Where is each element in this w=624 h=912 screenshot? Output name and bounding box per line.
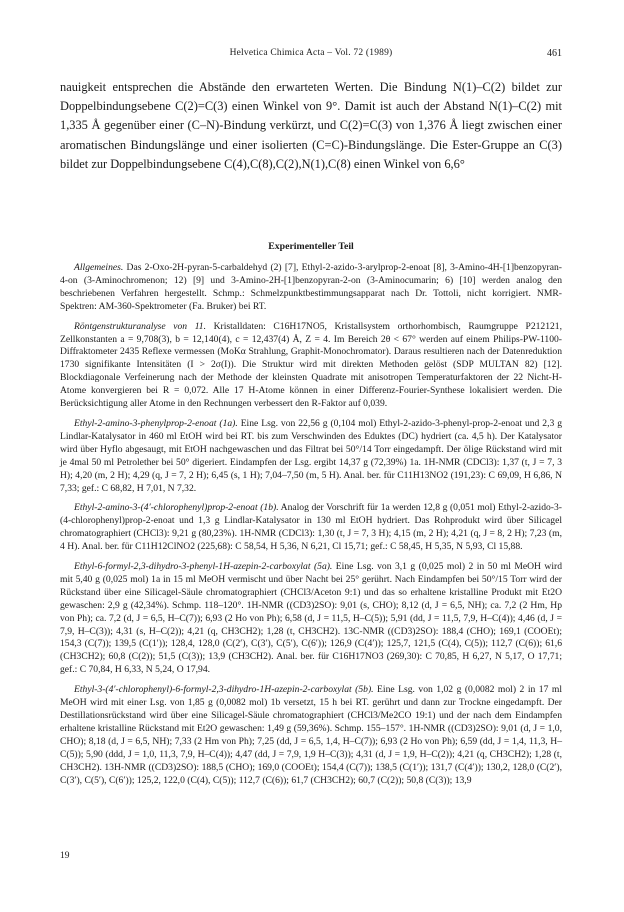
paragraph-text: Eine Lsg. von 3,1 g (0,025 mol) 2 in 50 ml MeOH wird mit 5,40 g (0,025 mol) 1a in 15 ml MeOH vermischt und über Nacht bei 25° gerührt. Nach Eindampfen bei 50°/15 Torr wird der Rückstand über eine Silicagel-Säule chromatographiert (CHCl3/Aceton 9:1) und das so erhaltene kristalline Produkt mit Et2O gewaschen: 2,9 g (42,34%). Schmp. 118–120°. 1H-NMR ((CD3)2SO): 9,01 (s, CHO); 8,12 (d, J = 6,5, NH); ca. 7,2 (2 Hm, Hp von Ph); ca. 7,2 (d, J = 6,5, H–C(7)); 6,93 (2 Ho von Ph); 6,58 (d, J = 11,5, H–C(5)); 5,91 (dd, J = 11,5, 7,9, H–C(4)); 4,46 (d, J = 7,9, H–C(3)); 4,31 (s, H–C(2)); 4,21 (q, CH3CH2); 1,28 (t, CH3CH2). 13C-NMR ((CD3)2SO): 188,4 (CHO); 169,1 (COOEt); 154,3 (C(7)); 139,5 (C(1′)); 128,4, 128,0 (C(2′), C(3′), C(5′), C(6′)); 126,9 (C(4′)); 125,7, 121,5 (C(4), C(5)); 112,7 (C(6)); 61,6 (CH3CH2); 60,8 (C(2)); 51,5 (C(3)); 13,9 (CH3CH2). Anal. ber. für C16H17NO3 (269,30): C 70,85, H 6,27, N 5,17, O 17,71; gef.: C 70,84, H 6,33, N 5,24, O 17,94. — [60, 561, 563, 676]
paragraph-1a — [60, 418, 562, 495]
experimental-body — [60, 262, 562, 794]
running-head — [60, 48, 562, 62]
paragraph-lead: Ethyl-6-formyl-2,3-dihydro-3-phenyl-1H-azepin-2-carboxylat (5a). — [74, 561, 333, 573]
intro-paragraph: nauigkeit entsprechen die Abstände den erwarteten Werten. Die Bindung N(1)–C(2) bildet zur Doppelbindungsebene C(2)=C(3) einen Winkel von 9°. Damit ist auch der Abstand N(1)–C(2) mit 1,335 Å gegenüber einer (C–N)-Bindung verkürzt, und C(2)=C(3) von 1,376 Å liegt zwischen einer aromatischen Bindungslänge und einer isolierten (C=C)-Bindungslänge. Die Ester-Gruppe an C(3) bildet zur Doppelbindungsebene C(4),C(8),C(2),N(1),C(8) einen Winkel von 6,6° — [60, 80, 562, 171]
paragraph-1b — [60, 502, 562, 554]
paragraph-text: Das 2-Oxo-2H-pyran-5-carbaldehyd (2) [7], Ethyl-2-azido-3-arylprop-2-enoat [8], 3-Amino-4H-[1]benzopyran-4-on (3-Aminochromenon; 12) [9] und 3-Amino-2H-[1]benzopyran-2-on (3-Aminocumarin; 6) [10] werden analog den beschriebenen Verfahren hergestellt. Schmp.: Schmelzpunktbestimmungsapparat nach Dr. Tottoli, nicht korrigiert. NMR-Spektren: AM-360-Spektrometer (Fa. Bruker) bei RT. — [60, 262, 562, 312]
section-title: Experimenteller Teil — [268, 241, 354, 252]
paragraph-text: Analog der Vorschrift für 1a werden 12,8 g (0,051 mol) Ethyl-2-azido-3-(4-chlorophenyl)prop-2-enoat und 1,3 g Lindlar-Katalysator in 130 ml EtOH hydriert. Das Rohprodukt wird über Silicagel chromatographiert (CHCl3): 9,21 g (80,23%). 1H-NMR (CDCl3): 1,30 (t, J = 7, 3 H); 4,15 (m, 2 H); 4,21 (q, J = 8, 2 H); 7,23 (m, 4 H). Anal. ber. für C11H12ClNO2 (225,68): C 58,54, H 5,36, N 6,21, Cl 15,71; gef.: C 58,45, H 5,35, N 5,93, Cl 15,88. — [60, 502, 562, 553]
paragraph-lead: Ethyl-2-amino-3-(4′-chlorophenyl)prop-2-enoat (1b). — [74, 502, 279, 514]
paragraph-allgemeines — [60, 262, 562, 314]
paragraph-lead: Röntgenstrukturanalyse von 11. — [74, 320, 206, 332]
footer-sheet-number: 19 — [60, 851, 70, 861]
paragraph-lead: Ethyl-2-amino-3-phenylprop-2-enoat (1a). — [74, 417, 238, 429]
paragraph-lead: Allgemeines. — [74, 262, 124, 273]
paragraph-text: Kristalldaten: C16H17NO5, Kristallsystem orthorhombisch, Raumgruppe P212121, Zellkonstanten a = 9,708(3), b = 12,140(4), c = 12,437(4) Å, Z = 4. Im Bereich 2θ < 67° werden auf einem Philips-PW-1100-Diffraktometer 2435 Reflexe vermessen (MoKα Strahlung, Graphit-Monochromator). Daraus resultieren nach der Datenreduktion 1730 signifikante Intensitäten (I > 2σ(I)). Die Struktur wird mit direkten Methoden gelöst (SDP MULTAN 82) [12]. Blockdiagonale Verfeinerung nach der Methode der kleinsten Quadrate mit anisotropen Temperaturfaktoren der 22 Nicht-H-Atome konvergieren bei R = 0,072. Alle 17 H-Atome können in einer Differenz-Fourier-Synthese lokalisiert werden. Die Berücksichtigung aller Atome in den Rechnungen verbessert den R-Faktor auf 0,039. — [60, 320, 562, 410]
paragraph-5a — [60, 561, 562, 677]
paragraph-5b — [60, 684, 562, 787]
paragraph-text: Eine Lsg. von 1,02 g (0,0082 mol) 2 in 17 ml MeOH wird mit einer Lsg. von 1,85 g (0,0082 mol) 1b versetzt, 15 h bei RT. gerührt und dann zur Trockne eingedampft. Der Destillationsrückstand wird über eine Silicagel-Säule chromatographiert (CHCl3/Me2CO 19:1) und der nach dem Eindampfen erhaltene kristalline Rückstand mit Et2O gewaschen: 1,49 g (59,36%). Schmp. 155–157°. 1H-NMR ((CD3)2SO): 9,01 (d, J = 1,0, CHO); 8,18 (d, J = 6,5, NH); 7,33 (2 Hm von Ph); 7,25 (dd, J = 6,5, 1,4, H–C(7)); 6,93 (2 Ho von Ph); 6,59 (dd, J = 1,4, 11,3, H–C(5)); 5,90 (ddd, J = 1,0, 11,3, 7,9, H–C(4)); 4,47 (dd, J = 7,9, 1,9 H–C(3)); 4,31 (d, J = 1,9, H–C(2)); 4,21 (q, CH3CH2); 1,28 (t, CH3CH2). 13H-NMR ((CD3)2SO): 188,5 (CHO); 169,0 (COOEt); 154,4 (C(7)); 138,5 (C(1′)); 131,7 (C(4′)); 130,2, 128,0 (C(2′), C(3′), C(5′), C(6′)); 125,2, 122,0 (C(4), C(5)); 112,7 (C(6)); 61,7 (CH3CH2); 60,7 (C(2)); 50,8 (C(3)); 13,9 — [60, 684, 562, 786]
paragraph-lead: Ethyl-3-(4′-chlorophenyl)-6-formyl-2,3-dihydro-1H-azepin-2-carboxylat (5b). — [74, 684, 374, 696]
page-number: 461 — [547, 48, 562, 59]
journal-title: Helvetica Chimica Acta – Vol. 72 (1989) — [229, 48, 393, 58]
paragraph-xray — [60, 321, 562, 411]
paragraph-text: Eine Lsg. von 22,56 g (0,104 mol) Ethyl-2-azido-3-phenyl-prop-2-enoat und 2,3 g Lindlar-Katalysator in 460 ml EtOH wird bei RT. bis zum Verschwinden des Eduktes (DC) hydriert (ca. 4,5 h). Der Katalysator wird über Hyflo abgesaugt, mit EtOH nachgewaschen und das Filtrat bei 50°/14 Torr eingedampft. Der ölige Rückstand wird mit je 4mal 50 ml Petrolether bei 50° digeriert. Eindampfen der Lsg. ergibt 14,37 g (72,39%) 1a. 1H-NMR (CDCl3): 1,37 (t, J = 7, 3 H); 4,20 (m, 2 H); 4,29 (q, J = 7, 2 H); 6,45 (s, 1 H); 7,04–7,50 (m, 5 H). Anal. ber. für C11H13NO2 (191,23): C 69,09, H 6,86, N 7,33; gef.: C 68,82, H 7,01, N 7,32. — [60, 417, 562, 494]
